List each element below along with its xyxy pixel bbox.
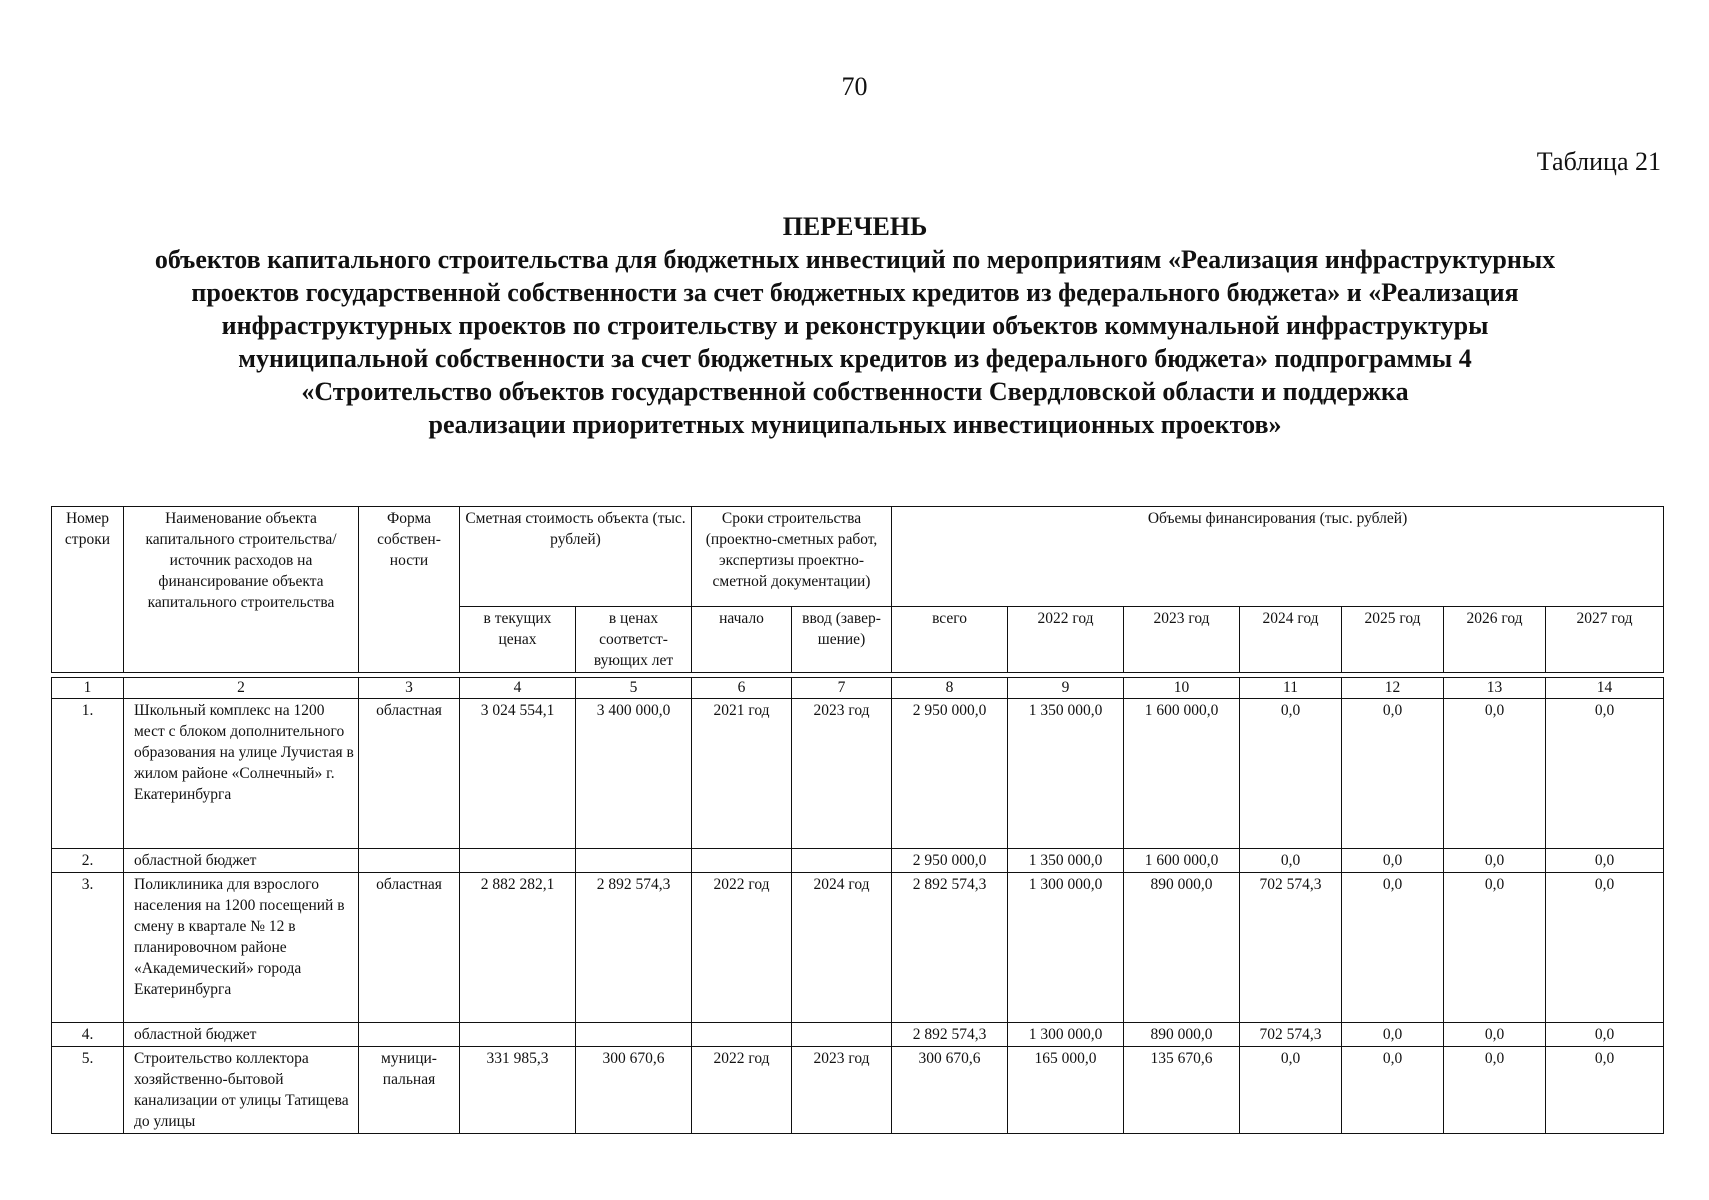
- capital-construction-table: [51, 506, 1664, 1134]
- cell: 702 574,3: [1240, 1023, 1342, 1047]
- column-number: 5: [576, 678, 692, 699]
- cell: 5.: [52, 1047, 124, 1134]
- cell: 0,0: [1546, 699, 1664, 849]
- cell: [460, 1023, 576, 1047]
- header-row-number: Номер строки: [52, 507, 124, 673]
- cell: [792, 849, 892, 873]
- cell: 0,0: [1240, 849, 1342, 873]
- cell: 1 300 000,0: [1008, 1023, 1124, 1047]
- cell: 2022 год: [692, 873, 792, 1023]
- column-number: 10: [1124, 678, 1240, 699]
- cell: 0,0: [1240, 699, 1342, 849]
- header-funding: Объемы финансирования (тыс. рублей): [892, 507, 1664, 607]
- table-label: Таблица 21: [1536, 147, 1661, 176]
- title-line: инфраструктурных проектов по строительству и реконструкции объектов коммунальной инфраструктуры: [221, 311, 1489, 340]
- cell: 0,0: [1444, 1047, 1546, 1134]
- cell: 0,0: [1444, 699, 1546, 849]
- header-2026: 2026 год: [1444, 607, 1546, 673]
- cell: [792, 1023, 892, 1047]
- table-row: [52, 873, 1664, 1023]
- cell: [359, 849, 460, 873]
- column-number: 2: [124, 678, 359, 699]
- cell: 300 670,6: [576, 1047, 692, 1134]
- title-line: проектов государственной собственности за счет бюджетных кредитов из федерального бюджета» и «Реализация: [191, 278, 1519, 307]
- header-2023: 2023 год: [1124, 607, 1240, 673]
- cell: 135 670,6: [1124, 1047, 1240, 1134]
- cell: 1 600 000,0: [1124, 699, 1240, 849]
- cell: 0,0: [1342, 1023, 1444, 1047]
- cell: 2 892 574,3: [892, 1023, 1008, 1047]
- cell: 1 350 000,0: [1008, 699, 1124, 849]
- page-number: 70: [841, 72, 868, 101]
- cell: 0,0: [1444, 849, 1546, 873]
- cell: 3 400 000,0: [576, 699, 692, 849]
- table-row: [52, 1023, 1664, 1047]
- title-line: муниципальной собственности за счет бюджетных кредитов из федерального бюджета» подпрограммы 4: [238, 344, 1472, 373]
- column-number: 13: [1444, 678, 1546, 699]
- cell: [460, 849, 576, 873]
- cell: 2024 год: [792, 873, 892, 1023]
- column-number: 7: [792, 678, 892, 699]
- cell: 0,0: [1342, 1047, 1444, 1134]
- header-2025: 2025 год: [1342, 607, 1444, 673]
- cell: 2021 год: [692, 699, 792, 849]
- cell: 702 574,3: [1240, 873, 1342, 1023]
- column-number: 14: [1546, 678, 1664, 699]
- title-line: реализации приоритетных муниципальных инвестиционных проектов»: [428, 410, 1282, 439]
- header-construction-terms: Сроки строительства (проектно-сметных работ, экспертизы проектно-сметной документации): [692, 507, 892, 607]
- cell: 0,0: [1546, 1047, 1664, 1134]
- cell: 331 985,3: [460, 1047, 576, 1134]
- column-number: 12: [1342, 678, 1444, 699]
- table-row: [52, 849, 1664, 873]
- title-line: объектов капитального строительства для бюджетных инвестиций по мероприятиям «Реализация инфраструктурных: [154, 245, 1556, 274]
- column-numbers-row: [52, 678, 1664, 699]
- header-estimated-cost: Сметная стоимость объекта (тыс. рублей): [460, 507, 692, 607]
- column-number: 1: [52, 678, 124, 699]
- cell: областной бюджет: [124, 1023, 359, 1047]
- cell: 1 300 000,0: [1008, 873, 1124, 1023]
- cell: 890 000,0: [1124, 1023, 1240, 1047]
- cell: 2022 год: [692, 1047, 792, 1134]
- header-year-prices: в ценах соответст-вующих лет: [576, 607, 692, 673]
- cell: [692, 1023, 792, 1047]
- column-number: 3: [359, 678, 460, 699]
- column-number: 11: [1240, 678, 1342, 699]
- cell: 0,0: [1240, 1047, 1342, 1134]
- column-number: 6: [692, 678, 792, 699]
- header-completion: ввод (завер-шение): [792, 607, 892, 673]
- cell: муници-пальная: [359, 1047, 460, 1134]
- cell: областная: [359, 873, 460, 1023]
- table-row: [52, 1047, 1664, 1134]
- cell: 2 950 000,0: [892, 699, 1008, 849]
- cell: 0,0: [1444, 873, 1546, 1023]
- cell: Строительство коллектора хозяйственно-бытовой канализации от улицы Татищева до улицы: [124, 1047, 359, 1134]
- header-2027: 2027 год: [1546, 607, 1664, 673]
- cell: Поликлиника для взрослого населения на 1200 посещений в смену в квартале № 12 в планировочном районе «Академический» города Екатеринбурга: [124, 873, 359, 1023]
- cell: 2 892 574,3: [892, 873, 1008, 1023]
- cell: 2023 год: [792, 1047, 892, 1134]
- cell: 0,0: [1546, 873, 1664, 1023]
- cell: 0,0: [1546, 1023, 1664, 1047]
- cell: 890 000,0: [1124, 873, 1240, 1023]
- cell: [359, 1023, 460, 1047]
- cell: 2 892 574,3: [576, 873, 692, 1023]
- cell: [576, 849, 692, 873]
- column-number: 8: [892, 678, 1008, 699]
- cell: 1.: [52, 699, 124, 849]
- title-main: ПЕРЕЧЕНЬ: [782, 212, 928, 241]
- cell: 0,0: [1546, 849, 1664, 873]
- header-2022: 2022 год: [1008, 607, 1124, 673]
- header-ownership: Форма собствен-ности: [359, 507, 460, 673]
- cell: Школьный комплекс на 1200 мест с блоком дополнительного образования на улице Лучистая в жилом районе «Солнечный» г. Екатеринбурга: [124, 699, 359, 849]
- column-number: 4: [460, 678, 576, 699]
- cell: 0,0: [1342, 873, 1444, 1023]
- document-title: [60, 210, 1650, 441]
- header-2024: 2024 год: [1240, 607, 1342, 673]
- cell: областной бюджет: [124, 849, 359, 873]
- header-object-name: Наименование объекта капитального строительства/источник расходов на финансирование объекта капитального строительства: [124, 507, 359, 673]
- cell: 2023 год: [792, 699, 892, 849]
- cell: 3 024 554,1: [460, 699, 576, 849]
- cell: [692, 849, 792, 873]
- header-current-prices: в текущих ценах: [460, 607, 576, 673]
- cell: 0,0: [1342, 849, 1444, 873]
- cell: 1 350 000,0: [1008, 849, 1124, 873]
- cell: 2 950 000,0: [892, 849, 1008, 873]
- cell: 3.: [52, 873, 124, 1023]
- table-row: [52, 699, 1664, 849]
- cell: 0,0: [1444, 1023, 1546, 1047]
- cell: областная: [359, 699, 460, 849]
- cell: 4.: [52, 1023, 124, 1047]
- cell: 1 600 000,0: [1124, 849, 1240, 873]
- cell: 0,0: [1342, 699, 1444, 849]
- title-line: «Строительство объектов государственной собственности Свердловской области и поддержка: [301, 377, 1409, 406]
- header-start: начало: [692, 607, 792, 673]
- cell: 300 670,6: [892, 1047, 1008, 1134]
- cell: 2 882 282,1: [460, 873, 576, 1023]
- cell: [576, 1023, 692, 1047]
- cell: 165 000,0: [1008, 1047, 1124, 1134]
- cell: 2.: [52, 849, 124, 873]
- column-number: 9: [1008, 678, 1124, 699]
- header-total: всего: [892, 607, 1008, 673]
